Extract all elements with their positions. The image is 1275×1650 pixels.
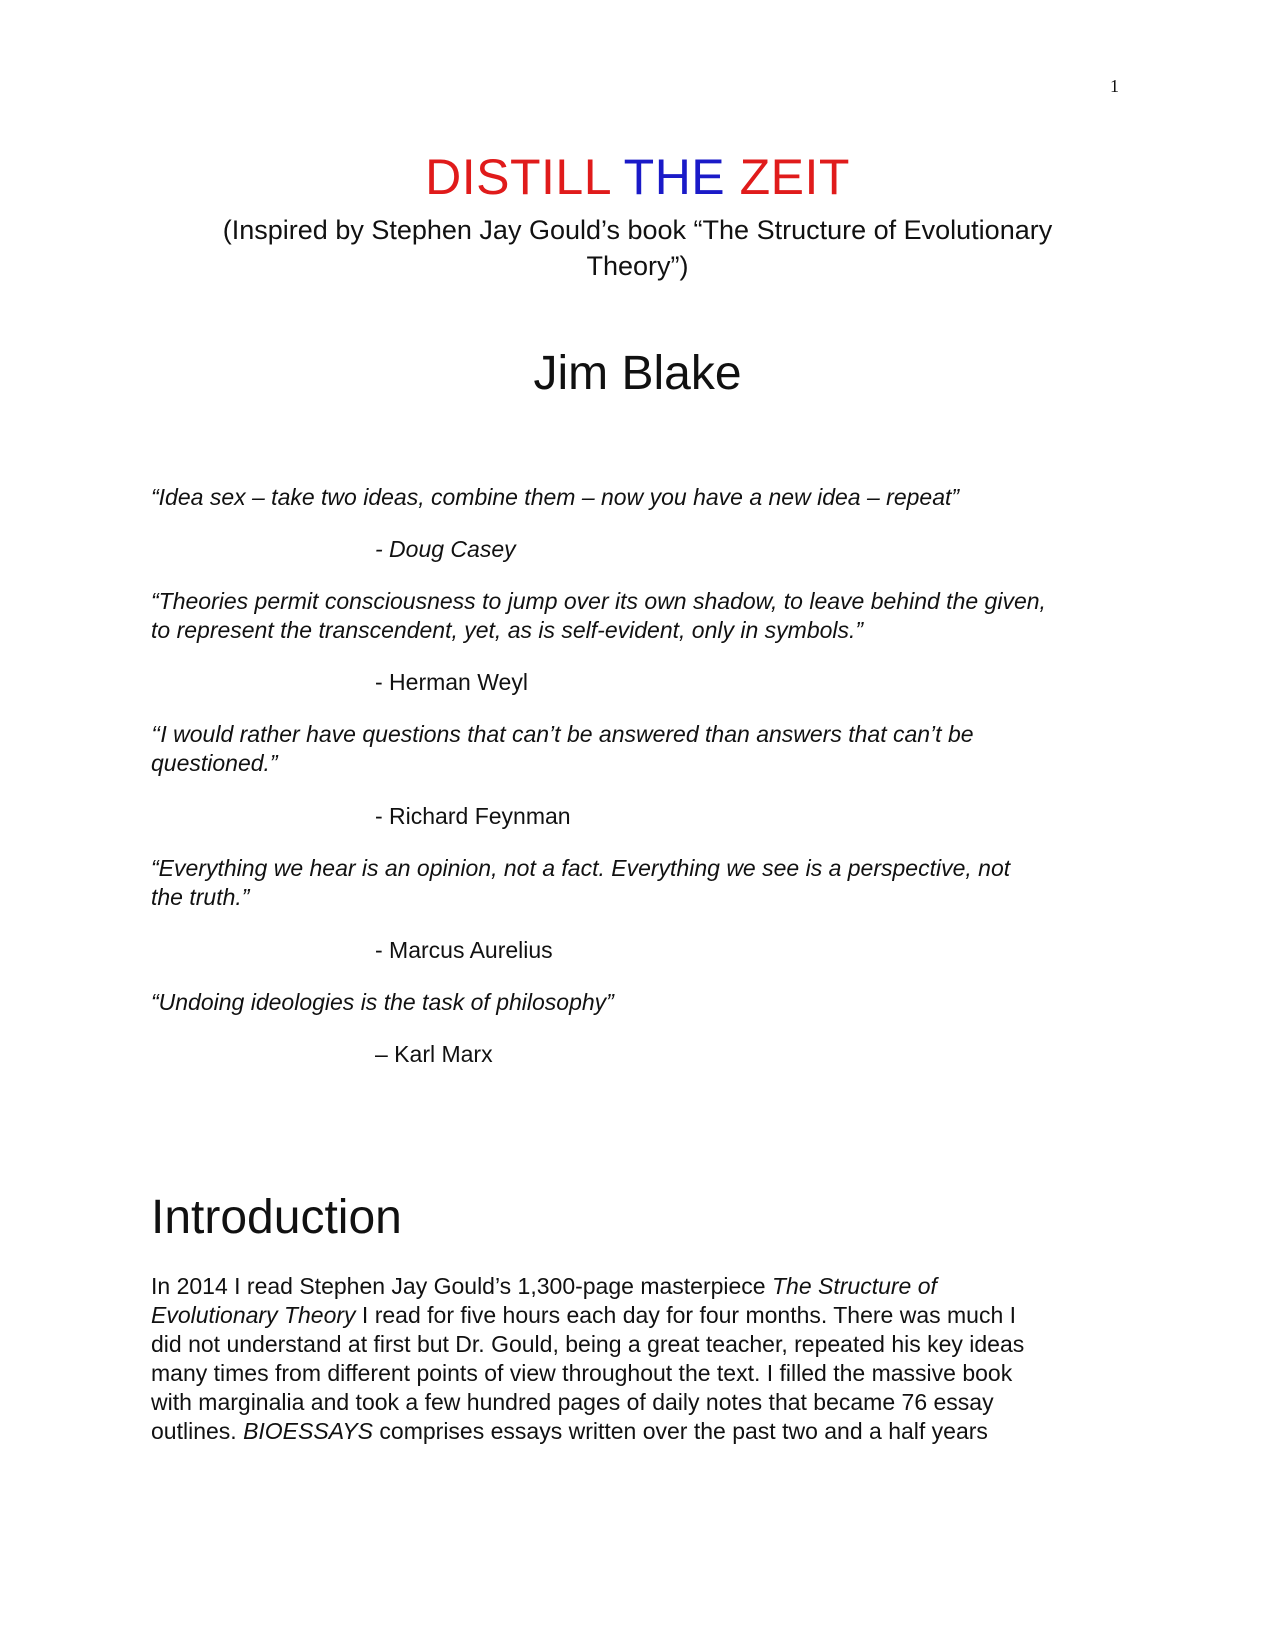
subtitle-line: (Inspired by Stephen Jay Gould’s book “The Structure of Evolutionary <box>222 215 1053 245</box>
quote-line: “Idea sex – take two ideas, combine them – now you have a new idea – repeat” <box>151 484 960 510</box>
title-word-distill: DISTILL <box>425 149 611 205</box>
quote-line: “Everything we hear is an opinion, not a fact. Everything we see is a perspective, not <box>151 855 1011 881</box>
quote-attribution: – Karl Marx <box>375 1041 493 1067</box>
document-subtitle <box>0 212 1275 284</box>
quote-attribution: - Richard Feynman <box>375 803 571 829</box>
quote-attribution: - Marcus Aurelius <box>375 937 553 963</box>
epigraph-quote <box>151 483 1141 512</box>
quote-line: to represent the transcendent, yet, as is self-evident, only in symbols.” <box>151 617 864 643</box>
title-word-zeit: ZEIT <box>739 149 850 205</box>
paragraph-line: with marginalia and took a few hundred pages of daily notes that became 76 essay <box>151 1389 994 1415</box>
quote-line: “Undoing ideologies is the task of philosophy” <box>151 989 614 1015</box>
introduction-paragraph <box>151 1272 1151 1446</box>
page-number: 1 <box>1110 76 1119 96</box>
epigraph-quote <box>151 854 1141 912</box>
epigraph-quote <box>151 720 1141 778</box>
title-word-the: THE <box>623 149 726 205</box>
subtitle-line: Theory”) <box>586 251 689 281</box>
document-title <box>0 148 1275 206</box>
quote-attribution: - Doug Casey <box>375 536 516 562</box>
paragraph-line: outlines. BIOESSAYS comprises essays written over the past two and a half years <box>151 1418 988 1444</box>
quote-attribution: - Herman Weyl <box>375 669 528 695</box>
paragraph-line: many times from different points of view throughout the text. I filled the massive book <box>151 1360 1013 1386</box>
quote-line: the truth.” <box>151 884 250 910</box>
quote-line: ‘‘I would rather have questions that can’t be answered than answers that can’t be <box>151 721 974 747</box>
paragraph-line: did not understand at first but Dr. Gould, being a great teacher, repeated his key ideas <box>151 1331 1025 1357</box>
quote-line: questioned.” <box>151 750 278 776</box>
author-name: Jim Blake <box>533 347 742 400</box>
section-heading-introduction: Introduction <box>151 1191 402 1244</box>
paragraph-line: Evolutionary Theory I read for five hours each day for four months. There was much I <box>151 1302 1017 1328</box>
epigraph-quote <box>151 988 1141 1017</box>
quote-line: “Theories permit consciousness to jump over its own shadow, to leave behind the given, <box>151 588 1046 614</box>
paragraph-line: In 2014 I read Stephen Jay Gould’s 1,300-page masterpiece The Structure of <box>151 1273 937 1299</box>
epigraph-quote <box>151 587 1141 645</box>
